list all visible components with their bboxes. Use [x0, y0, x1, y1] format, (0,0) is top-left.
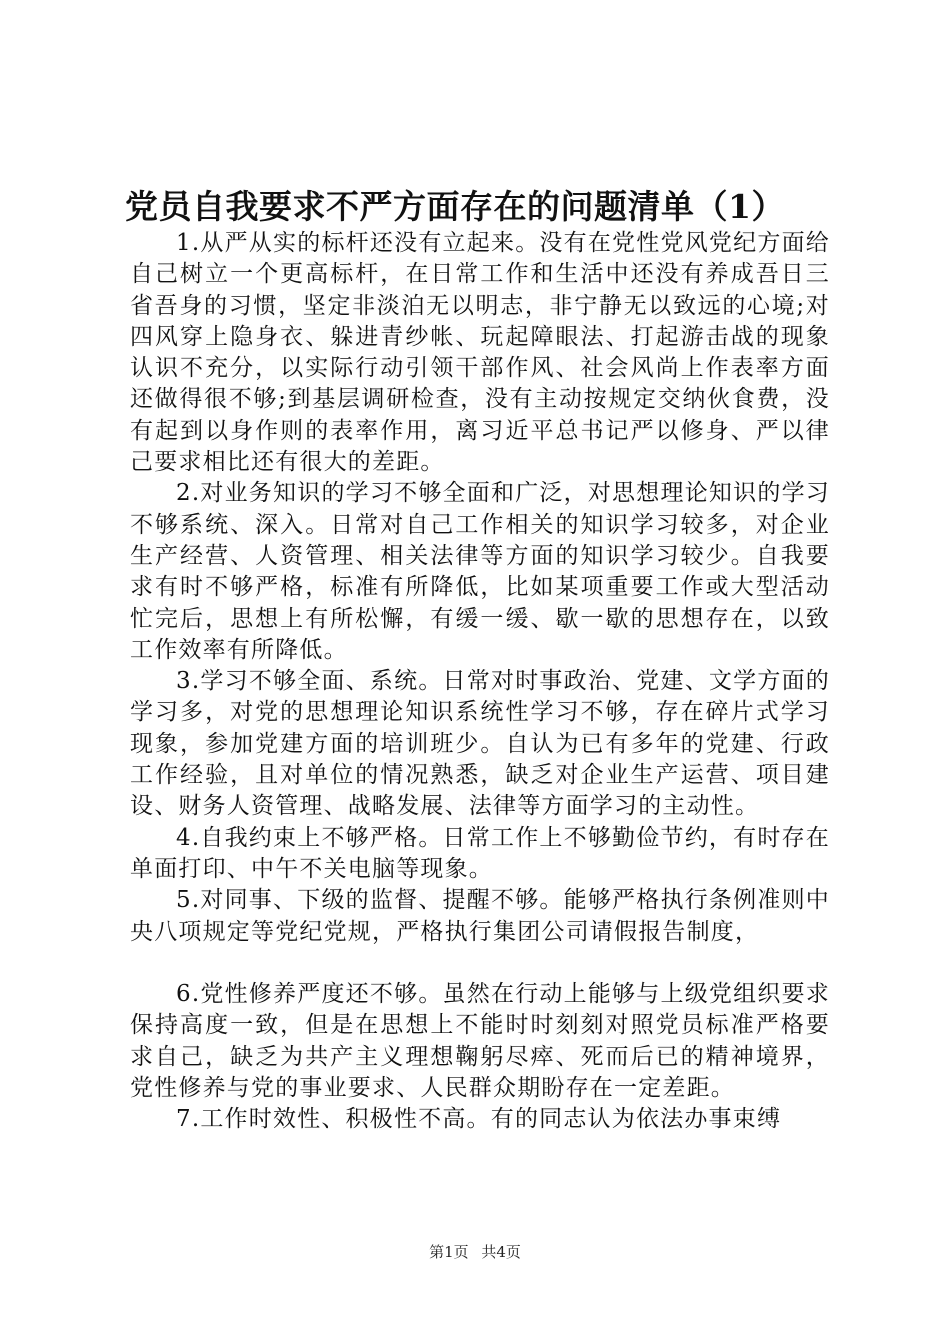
page-total: 共4页 [481, 1243, 521, 1261]
document-body [130, 228, 830, 1136]
paragraph-2: 2.对业务知识的学习不够全面和广泛，对思想理论知识的学习不够系统、深入。日常对自己工作相关的知识学习较多，对企业生产经营、人资管理、相关法律等方面的知识学习较少。自我要求有时不够严格，标准有所降低，比如某项重要工作或大型活动忙完后，思想上有所松懈，有缓一缓、歇一歇的思想存在，以致工作效率有所降低。 [130, 480, 830, 663]
paragraph-5: 5.对同事、下级的监督、提醒不够。能够严格执行条例准则中央八项规定等党纪党规，严格执行集团公司请假报告制度， [130, 887, 830, 945]
paragraph-7: 7.工作时效性、积极性不高。有的同志认为依法办事束缚 [176, 1106, 782, 1133]
page-footer [0, 1242, 950, 1262]
document-title: 党员自我要求不严方面存在的问题清单（1） [125, 187, 785, 226]
paragraph-4: 4.自我约束上不够严格。日常工作上不够勤俭节约，有时存在单面打印、中午不关电脑等现象。 [130, 824, 830, 882]
paragraph-6: 6.党性修养严度还不够。虽然在行动上能够与上级党组织要求保持高度一致，但是在思想上不能时时刻刻对照党员标准严格要求自己，缺乏为共产主义理想鞠躬尽瘁、死而后已的精神境界，党性修养与党的事业要求、人民群众期盼存在一定差距。 [130, 981, 830, 1102]
paragraph-3: 3.学习不够全面、系统。日常对时事政治、党建、文学方面的学习多，对党的思想理论知识系统性学习不够，存在碎片式学习现象，参加党建方面的培训班少。自认为已有多年的党建、行政工作经验，且对单位的情况熟悉，缺乏对企业生产运营、项目建设、财务人资管理、战略发展、法律等方面学习的主动性。 [130, 668, 830, 820]
page-number: 第1页 [429, 1243, 469, 1261]
blank-line [130, 948, 830, 979]
paragraph-1: 1.从严从实的标杆还没有立起来。没有在党性党风党纪方面给自己树立一个更高标杆，在日常工作和生活中还没有养成吾日三省吾身的习惯，坚定非淡泊无以明志，非宁静无以致远的心境;对四风穿上隐身衣、躲进青纱帐、玩起障眼法、打起游击战的现象认识不充分，以实际行动引领干部作风、社会风尚上作表率方面还做得很不够;到基层调研检查，没有主动按规定交纳伙食费，没有起到以身作则的表率作用，离习近平总书记严以修身、严以律己要求相比还有很大的差距。 [130, 230, 830, 476]
